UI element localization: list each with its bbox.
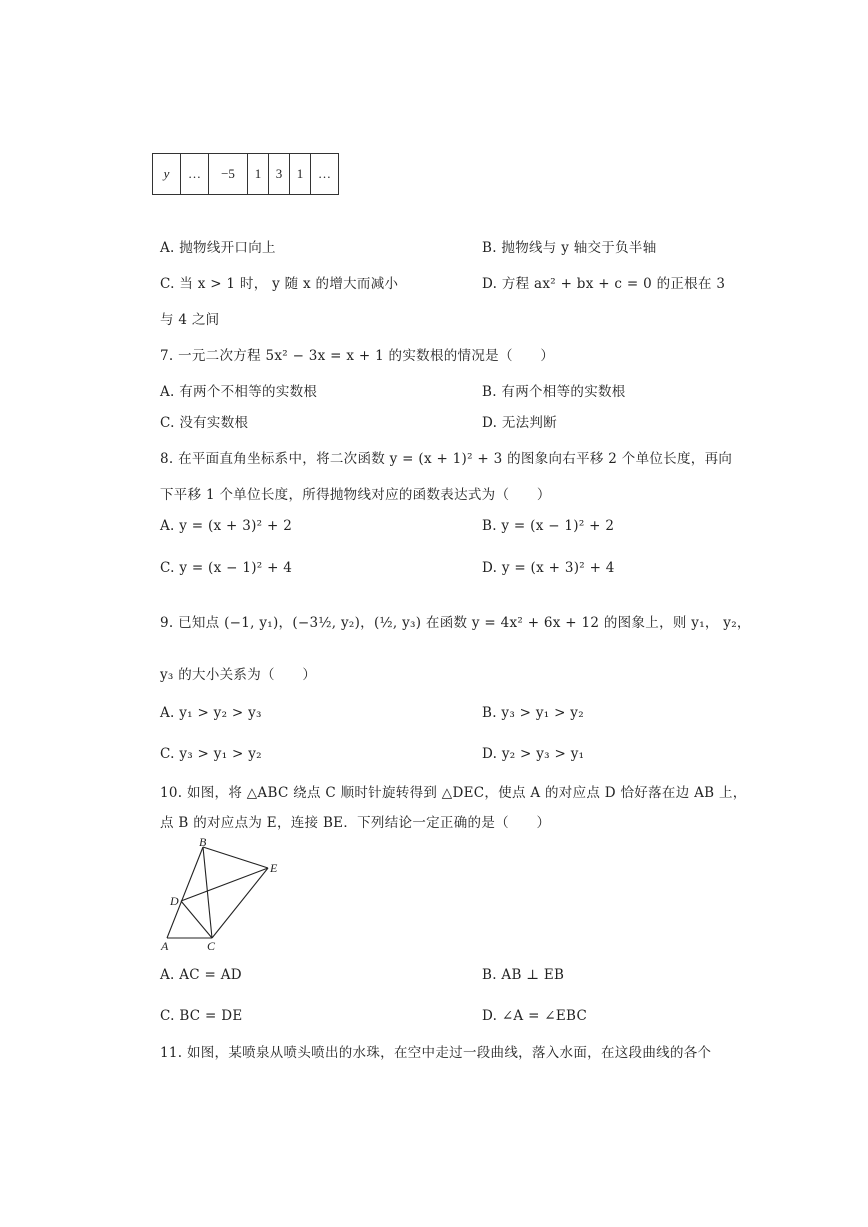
label-a: A (161, 939, 169, 953)
segment-ab (167, 847, 203, 938)
q9-option-b: B. y₃ > y₁ > y₂ (482, 705, 584, 721)
q10-option-d: D. ∠A = ∠EBC (482, 1008, 588, 1024)
q11-stem-line1: 11. 如图，某喷泉从喷头喷出的水珠，在空中走过一段曲线，落入水面，在这段曲线的各个 (160, 1045, 712, 1061)
q8-stem-line2: 下平移 1 个单位长度，所得抛物线对应的函数表达式为（ ） (160, 487, 551, 503)
table-cell: 1 (290, 154, 311, 195)
q9-stem-line2: y₃ 的大小关系为（ ） (160, 667, 317, 683)
segment-dc (181, 901, 212, 938)
table-row (153, 154, 339, 195)
q10-option-a: A. AC = AD (160, 967, 242, 983)
q6-option-b: B. 抛物线与 y 轴交于负半轴 (482, 240, 657, 256)
q10-option-b: B. AB ⊥ EB (482, 967, 565, 983)
segment-be (203, 847, 268, 868)
label-e: E (270, 861, 278, 875)
q8-option-b: B. y = (x − 1)² + 2 (482, 518, 615, 534)
q7-stem: 7. 一元二次方程 5x² − 3x = x + 1 的实数根的情况是（ ） (160, 348, 555, 364)
q7-option-c: C. 没有实数根 (160, 415, 249, 431)
q8-option-d: D. y = (x + 3)² + 4 (482, 560, 615, 576)
q9-option-a: A. y₁ > y₂ > y₃ (160, 705, 262, 721)
table-cell: y (153, 154, 181, 195)
q6-option-d: D. 方程 ax² + bx + c = 0 的正根在 3 (482, 276, 726, 292)
q6-option-a: A. 抛物线开口向上 (160, 240, 276, 256)
q10-option-c: C. BC = DE (160, 1008, 243, 1024)
q9-option-c: C. y₃ > y₁ > y₂ (160, 746, 262, 762)
table-cell: −5 (209, 154, 248, 195)
q8-stem-line1: 8. 在平面直角坐标系中，将二次函数 y = (x + 1)² + 3 的图象向右平移 2 个单位长度，再向 (160, 451, 733, 467)
q8-option-c: C. y = (x − 1)² + 4 (160, 560, 293, 576)
value-table (152, 153, 339, 195)
q10-stem-line2: 点 B 的对应点为 E，连接 BE．下列结论一定正确的是（ ） (160, 815, 551, 831)
q7-option-b: B. 有两个相等的实数根 (482, 384, 626, 400)
label-b: B (199, 835, 207, 849)
table-cell: 1 (248, 154, 269, 195)
q10-stem-line1: 10. 如图，将 △ABC 绕点 C 顺时针旋转得到 △DEC，使点 A 的对应点 D 恰好落在边 AB 上， (160, 785, 747, 801)
q6-option-c: C. 当 x > 1 时， y 随 x 的增大而减小 (160, 276, 399, 292)
q7-option-d: D. 无法判断 (482, 415, 558, 431)
q6-option-d-continued: 与 4 之间 (160, 312, 220, 328)
label-d: D (170, 894, 179, 908)
table-cell: … (181, 154, 209, 195)
table-cell: 3 (269, 154, 290, 195)
q8-option-a: A. y = (x + 3)² + 2 (160, 518, 293, 534)
q9-option-d: D. y₂ > y₃ > y₁ (482, 746, 585, 762)
label-c: C (207, 939, 216, 953)
q9-stem-line1: 9. 已知点 (−1, y₁)，(−3½, y₂)，(½, y₃) 在函数 y = 4x² + 6x + 12 的图象上，则 y₁， y₂， (160, 615, 751, 631)
q7-option-a: A. 有两个不相等的实数根 (160, 384, 318, 400)
triangle-rotation-figure (155, 835, 295, 955)
table-cell: … (311, 154, 339, 195)
